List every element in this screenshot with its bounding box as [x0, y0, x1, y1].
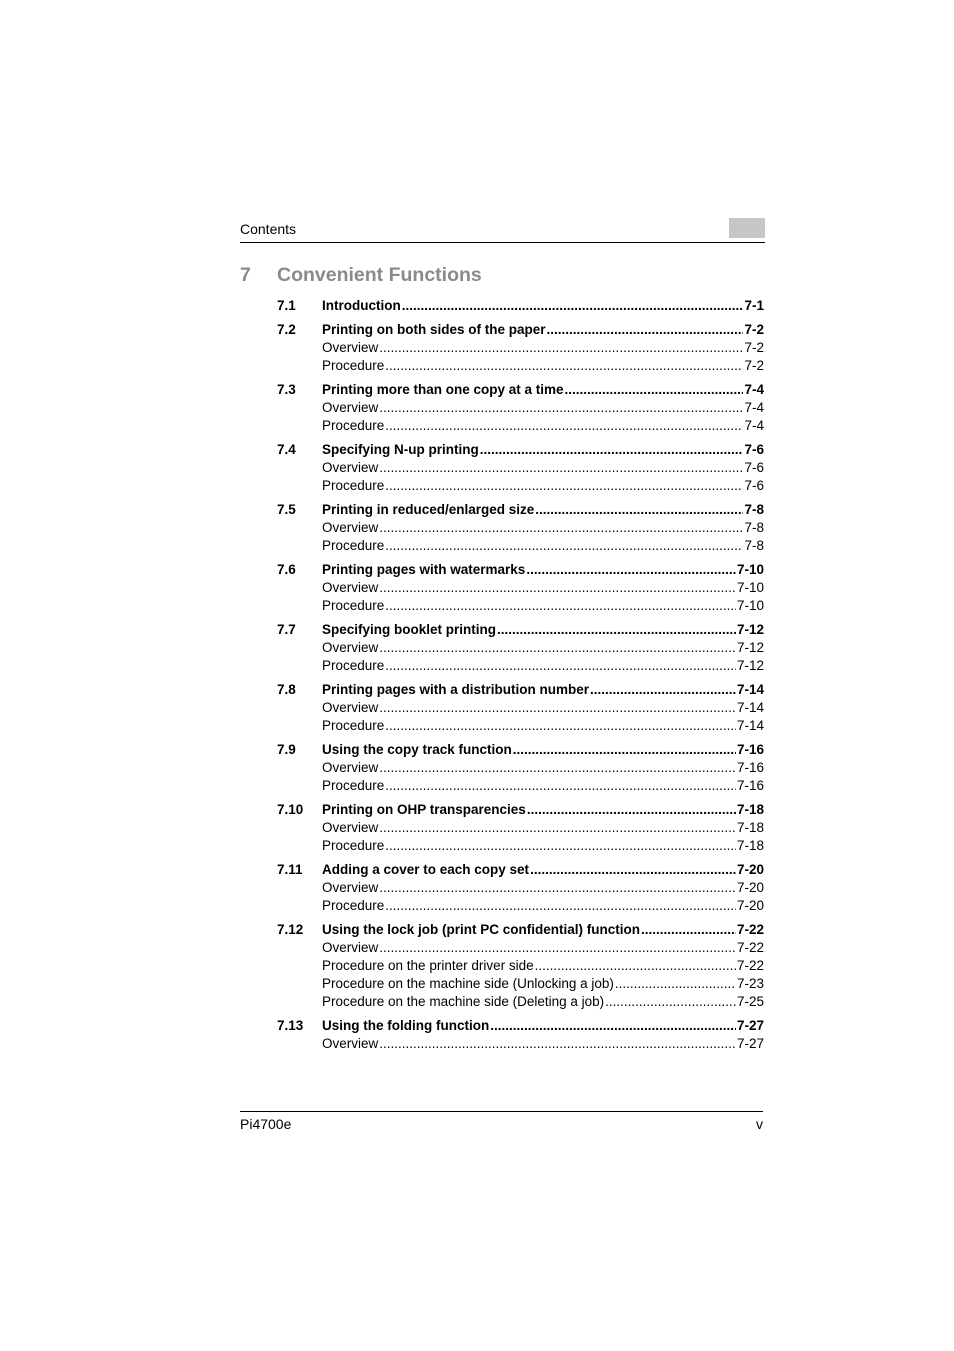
dot-leader [565, 380, 744, 399]
toc-subsection-entry[interactable] [277, 957, 764, 975]
subsection-title: Overview [322, 400, 379, 415]
dot-leader [379, 1035, 736, 1053]
toc-section-entry[interactable] [277, 320, 764, 339]
subsection-page: 7-4 [744, 400, 764, 415]
toc-subsection-entry[interactable] [277, 759, 764, 777]
subsection-title: Overview [322, 520, 379, 535]
toc-section-entry[interactable] [277, 500, 764, 519]
toc-section [277, 500, 764, 555]
chapter-heading [240, 264, 482, 287]
dot-leader [385, 477, 743, 495]
dot-leader [379, 399, 743, 417]
subsection-title: Overview [322, 820, 379, 835]
toc-subsection-entry[interactable] [277, 777, 764, 795]
toc-subsection-entry[interactable] [277, 657, 764, 675]
section-page: 7-8 [744, 502, 764, 517]
toc-section [277, 800, 764, 855]
toc-subsection-entry[interactable] [277, 459, 764, 477]
subsection-page: 7-8 [744, 520, 764, 535]
footer-product-name: Pi4700e [240, 1116, 292, 1132]
toc-subsection-entry[interactable] [277, 339, 764, 357]
dot-leader [490, 1016, 736, 1035]
dot-leader [379, 459, 743, 477]
dot-leader [379, 339, 743, 357]
section-title: Introduction [322, 298, 401, 313]
subsection-title: Procedure [322, 418, 385, 433]
toc-section [277, 680, 764, 735]
dot-leader [605, 993, 736, 1011]
section-page: 7-14 [736, 682, 764, 697]
subsection-page: 7-2 [744, 358, 764, 373]
toc-subsection-entry[interactable] [277, 699, 764, 717]
subsection-page: 7-27 [736, 1036, 764, 1051]
dot-leader [641, 920, 736, 939]
toc-section [277, 320, 764, 375]
subsection-page: 7-8 [744, 538, 764, 553]
toc-subsection-entry[interactable] [277, 537, 764, 555]
section-number: 7.11 [277, 862, 303, 877]
subsection-title: Procedure [322, 898, 385, 913]
subsection-page: 7-12 [736, 640, 764, 655]
section-title: Specifying N-up printing [322, 442, 479, 457]
chapter-title: Convenient Functions [277, 264, 482, 286]
toc-subsection-entry[interactable] [277, 1035, 764, 1053]
section-title: Printing pages with a distribution number [322, 682, 590, 697]
section-number: 7.3 [277, 382, 296, 397]
dot-leader [402, 296, 744, 315]
section-number: 7.12 [277, 922, 304, 937]
subsection-title: Procedure [322, 478, 385, 493]
subsection-page: 7-25 [736, 994, 764, 1009]
dot-leader [385, 597, 736, 615]
subsection-page: 7-18 [736, 838, 764, 853]
toc-section-entry[interactable] [277, 740, 764, 759]
dot-leader [385, 657, 736, 675]
section-page: 7-22 [736, 922, 764, 937]
toc-section-entry[interactable] [277, 560, 764, 579]
subsection-page: 7-16 [736, 760, 764, 775]
dot-leader [379, 579, 736, 597]
section-title: Specifying booklet printing [322, 622, 497, 637]
toc-section [277, 560, 764, 615]
dot-leader [379, 639, 736, 657]
section-number: 7.13 [277, 1018, 304, 1033]
section-title: Using the copy track function [322, 742, 512, 757]
subsection-page: 7-16 [736, 778, 764, 793]
toc-subsection-entry[interactable] [277, 519, 764, 537]
subsection-page: 7-10 [736, 598, 764, 613]
dot-leader [535, 957, 736, 975]
section-page: 7-6 [744, 442, 764, 457]
dot-leader [385, 777, 736, 795]
toc-subsection-entry[interactable] [277, 417, 764, 435]
subsection-title: Procedure on the machine side (Unlocking a job) [322, 976, 614, 991]
toc-section-entry[interactable] [277, 680, 764, 699]
toc-section-entry[interactable] [277, 920, 764, 939]
subsection-title: Overview [322, 700, 379, 715]
dot-leader [379, 819, 736, 837]
toc-section [277, 380, 764, 435]
section-page: 7-12 [736, 622, 764, 637]
subsection-title: Overview [322, 580, 379, 595]
section-title: Printing on both sides of the paper [322, 322, 546, 337]
toc-section-entry[interactable] [277, 620, 764, 639]
toc-subsection-entry[interactable] [277, 477, 764, 495]
dot-leader [379, 519, 743, 537]
subsection-title: Overview [322, 460, 379, 475]
subsection-page: 7-20 [736, 880, 764, 895]
toc-section-entry[interactable] [277, 296, 764, 315]
section-title: Using the folding function [322, 1018, 490, 1033]
running-header [240, 218, 765, 243]
subsection-title: Overview [322, 760, 379, 775]
dot-leader [615, 975, 736, 993]
subsection-title: Overview [322, 640, 379, 655]
section-number: 7.8 [277, 682, 296, 697]
subsection-title: Procedure on the printer driver side [322, 958, 534, 973]
toc-subsection-entry[interactable] [277, 939, 764, 957]
dot-leader [379, 759, 736, 777]
subsection-title: Procedure [322, 358, 385, 373]
header-title: Contents [240, 221, 297, 237]
section-page: 7-16 [736, 742, 764, 757]
section-title: Printing more than one copy at a time [322, 382, 564, 397]
dot-leader [547, 320, 744, 339]
subsection-title: Procedure on the machine side (Deleting a job) [322, 994, 605, 1009]
subsection-page: 7-22 [736, 958, 764, 973]
subsection-page: 7-23 [736, 976, 764, 991]
toc-section [277, 296, 764, 315]
subsection-title: Procedure [322, 598, 385, 613]
dot-leader [497, 620, 736, 639]
subsection-page: 7-6 [744, 460, 764, 475]
dot-leader [513, 740, 736, 759]
header-tab-marker [729, 218, 765, 238]
toc-section [277, 620, 764, 675]
subsection-page: 7-4 [744, 418, 764, 433]
subsection-title: Overview [322, 940, 379, 955]
subsection-page: 7-14 [736, 718, 764, 733]
dot-leader [385, 417, 743, 435]
section-number: 7.5 [277, 502, 296, 517]
dot-leader [590, 680, 736, 699]
toc-section-entry[interactable] [277, 440, 764, 459]
toc-section [277, 1016, 764, 1053]
dot-leader [385, 357, 743, 375]
subsection-title: Overview [322, 880, 379, 895]
section-title: Printing in reduced/enlarged size [322, 502, 535, 517]
toc-subsection-entry[interactable] [277, 399, 764, 417]
section-number: 7.9 [277, 742, 296, 757]
subsection-title: Procedure [322, 718, 385, 733]
section-page: 7-27 [736, 1018, 764, 1033]
dot-leader [379, 699, 736, 717]
section-number: 7.2 [277, 322, 296, 337]
subsection-title: Procedure [322, 538, 385, 553]
subsection-page: 7-6 [744, 478, 764, 493]
toc-subsection-entry[interactable] [277, 993, 764, 1011]
dot-leader [527, 800, 736, 819]
toc-subsection-entry[interactable] [277, 357, 764, 375]
dot-leader [379, 879, 736, 897]
section-page: 7-18 [736, 802, 764, 817]
toc-subsection-entry[interactable] [277, 819, 764, 837]
section-title: Printing on OHP transparencies [322, 802, 526, 817]
dot-leader [535, 500, 743, 519]
toc-section-entry[interactable] [277, 860, 764, 879]
toc-subsection-entry[interactable] [277, 879, 764, 897]
subsection-page: 7-14 [736, 700, 764, 715]
subsection-page: 7-18 [736, 820, 764, 835]
toc-subsection-entry[interactable] [277, 717, 764, 735]
section-title: Printing pages with watermarks [322, 562, 526, 577]
subsection-page: 7-2 [744, 340, 764, 355]
subsection-title: Procedure [322, 658, 385, 673]
dot-leader [480, 440, 744, 459]
dot-leader [385, 837, 736, 855]
section-number: 7.4 [277, 442, 296, 457]
subsection-page: 7-12 [736, 658, 764, 673]
running-footer [240, 1111, 763, 1132]
toc-section [277, 920, 764, 1011]
toc-section [277, 860, 764, 915]
section-page: 7-2 [744, 322, 764, 337]
toc-subsection-entry[interactable] [277, 897, 764, 915]
section-number: 7.10 [277, 802, 304, 817]
section-title: Using the lock job (print PC confidential) function [322, 922, 640, 937]
toc-section [277, 740, 764, 795]
toc-section-entry[interactable] [277, 380, 764, 399]
toc-subsection-entry[interactable] [277, 975, 764, 993]
toc-section [277, 440, 764, 495]
subsection-title: Procedure [322, 838, 385, 853]
section-title: Adding a cover to each copy set [322, 862, 530, 877]
dot-leader [526, 560, 736, 579]
footer-page-number: v [756, 1116, 763, 1132]
dot-leader [385, 717, 736, 735]
dot-leader [385, 537, 743, 555]
dot-leader [379, 939, 736, 957]
subsection-page: 7-10 [736, 580, 764, 595]
section-number: 7.1 [277, 298, 296, 313]
subsection-page: 7-22 [736, 940, 764, 955]
section-number: 7.7 [277, 622, 296, 637]
dot-leader [385, 897, 736, 915]
toc-subsection-entry[interactable] [277, 837, 764, 855]
toc-section-entry[interactable] [277, 800, 764, 819]
section-page: 7-1 [744, 298, 764, 313]
subsection-title: Overview [322, 1036, 379, 1051]
toc-section-entry[interactable] [277, 1016, 764, 1035]
dot-leader [530, 860, 736, 879]
toc-subsection-entry[interactable] [277, 639, 764, 657]
toc-subsection-entry[interactable] [277, 579, 764, 597]
toc-subsection-entry[interactable] [277, 597, 764, 615]
section-page: 7-20 [736, 862, 764, 877]
subsection-page: 7-20 [736, 898, 764, 913]
subsection-title: Overview [322, 340, 379, 355]
subsection-title: Procedure [322, 778, 385, 793]
section-number: 7.6 [277, 562, 296, 577]
table-of-contents [277, 296, 764, 1058]
section-page: 7-4 [744, 382, 764, 397]
section-page: 7-10 [736, 562, 764, 577]
chapter-number: 7 [240, 264, 251, 286]
